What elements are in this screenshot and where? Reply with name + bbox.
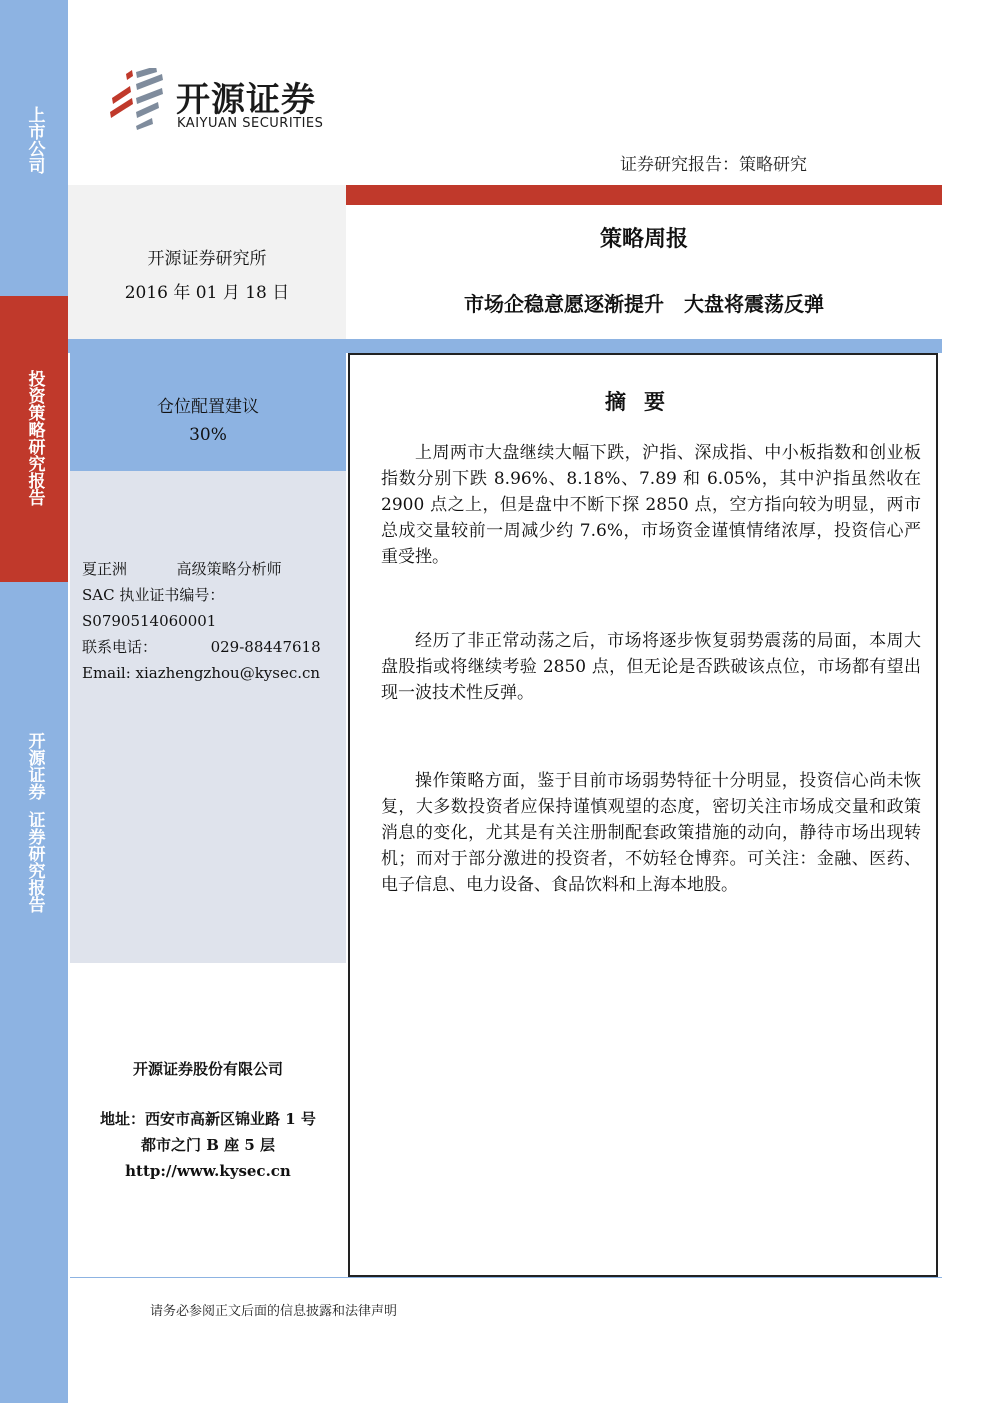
- company-address-2: 都市之门 B 座 5 层: [140, 1136, 275, 1154]
- company-url[interactable]: http://www.kysec.cn: [125, 1162, 291, 1180]
- cert-number: S0790514060001: [82, 612, 217, 630]
- report-name: 策略周报: [599, 227, 688, 252]
- cert-label: SAC 执业证书编号：: [82, 586, 225, 604]
- institute-name: 开源证券研究所: [147, 249, 267, 269]
- logo-english-name: KAIYUAN SECURITIES: [177, 116, 324, 131]
- report-type: 证券研究报告：策略研究: [620, 155, 807, 175]
- sidebar-bottom-label: [0, 732, 68, 918]
- blue-divider-band: [68, 339, 942, 353]
- abstract-paragraph-1: 上周两市大盘继续大幅下跌，沪指、深成指、中小板指数和创业板指数分别下跌 8.96%、8.18%、7.89 和 6.05%，其中沪指虽然收在 2900 点之上，但是盘中不断下探 2850 点，空方指向较为明显，两市总成交量较前一周减少约 7.6%，市场资金谨慎情绪浓厚，投资信心严重受挫。: [381, 443, 921, 567]
- company-info: [70, 1056, 346, 1184]
- analyst-info: [82, 556, 344, 686]
- abstract-title: 摘要: [605, 390, 683, 414]
- position-value: 30%: [189, 425, 227, 445]
- analyst-role: 高级策略分析师: [176, 560, 282, 578]
- sidebar-mid-label: [0, 370, 68, 511]
- sidebar-top-label: [0, 106, 68, 179]
- header-red-band: [346, 185, 942, 205]
- sidebar-top-text: 上市公司: [24, 106, 45, 174]
- kaiyuan-logo-icon: [106, 68, 170, 130]
- footer-disclaimer: 请务必参阅正文后面的信息披露和法律声明: [150, 1304, 398, 1319]
- sidebar-mid-text: 投资策略研究报告: [24, 370, 45, 506]
- analyst-row: [82, 556, 344, 582]
- phone-number: 029-88447618: [210, 638, 321, 656]
- analyst-email[interactable]: Email: xiazhengzhou@kysec.cn: [82, 664, 321, 682]
- abstract-paragraph-3: 操作策略方面，鉴于目前市场弱势特征十分明显，投资信心尚未恢复，大多数投资者应保持谨慎观望的态度，密切关注市场成交量和政策消息的变化，尤其是有关注册制配套政策措施的动向，静待市场出现转机；而对于部分激进的投资者，不妨轻仓博弈。可关注：金融、医药、电子信息、电力设备、食品饮料和上海本地股。: [381, 771, 921, 895]
- sidebar-bottom-text-2: 证券研究报告: [24, 811, 45, 913]
- company-name: 开源证券股份有限公司: [132, 1060, 283, 1078]
- bottom-divider: [70, 1277, 942, 1278]
- position-label: 仓位配置建议: [157, 397, 259, 417]
- analyst-name: 夏正洲: [82, 560, 128, 578]
- sidebar-bottom-band: [0, 582, 68, 1403]
- report-date: 2016 年 01 月 18 日: [124, 283, 290, 303]
- abstract-paragraph-2: 经历了非正常动荡之后，市场将逐步恢复弱势震荡的局面，本周大盘股指或将继续考验 2850 点，但无论是否跌破该点位，市场都有望出现一波技术性反弹。: [381, 631, 921, 703]
- phone-label: 联系电话：: [82, 638, 158, 656]
- logo-chinese-name: 开源证券: [176, 80, 316, 120]
- sidebar-bottom-text-1: 开源证券: [24, 732, 45, 800]
- company-address-1: 地址：西安市高新区锦业路 1 号: [100, 1110, 316, 1128]
- report-headline: 市场企稳意愿逐渐提升 大盘将震荡反弹: [464, 292, 824, 316]
- phone-row: [82, 634, 344, 660]
